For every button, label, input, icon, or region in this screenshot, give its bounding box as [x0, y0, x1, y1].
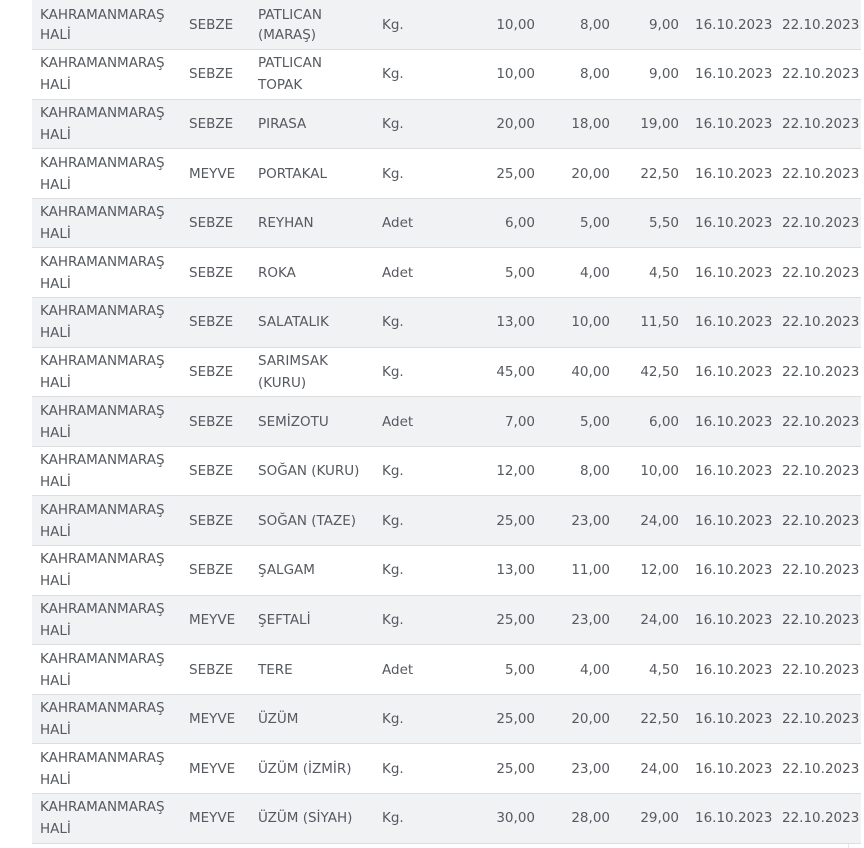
min-price-cell: 4,00 — [543, 645, 618, 695]
product-cell: SARIMSAK (KURU) — [250, 347, 374, 397]
max-price-cell: 25,00 — [452, 496, 543, 546]
market-cell: KAHRAMANMARAŞ HALİ — [32, 397, 181, 447]
product-cell: PORTAKAL — [250, 149, 374, 199]
min-price-cell: 20,00 — [543, 694, 618, 744]
start-date-cell: 16.10.2023 — [687, 694, 774, 744]
avg-price-cell: 11,50 — [618, 298, 687, 348]
product-cell: PATLICAN TOPAK — [250, 50, 374, 100]
price-table-body — [32, 0, 861, 843]
market-cell: KAHRAMANMARAŞ HALİ — [32, 248, 181, 298]
start-date-cell: 16.10.2023 — [687, 546, 774, 596]
product-cell: SOĞAN (KURU) — [250, 446, 374, 496]
avg-price-cell: 22,50 — [618, 149, 687, 199]
start-date-cell: 16.10.2023 — [687, 149, 774, 199]
start-date-cell: 16.10.2023 — [687, 794, 774, 844]
avg-price-cell: 42,50 — [618, 347, 687, 397]
min-price-cell: 18,00 — [543, 99, 618, 149]
table-row — [32, 298, 861, 348]
end-date-cell: 22.10.2023 — [774, 198, 861, 248]
end-date-cell: 22.10.2023 — [774, 347, 861, 397]
min-price-cell: 4,00 — [543, 248, 618, 298]
end-date-cell: 22.10.2023 — [774, 397, 861, 447]
product-cell: ROKA — [250, 248, 374, 298]
avg-price-cell: 19,00 — [618, 99, 687, 149]
max-price-cell: 10,00 — [452, 0, 543, 50]
start-date-cell: 16.10.2023 — [687, 0, 774, 50]
min-price-cell: 23,00 — [543, 496, 618, 546]
min-price-cell: 23,00 — [543, 744, 618, 794]
unit-cell: Kg. — [374, 446, 452, 496]
product-cell: PATLICAN (MARAŞ) — [250, 0, 374, 50]
min-price-cell: 40,00 — [543, 347, 618, 397]
unit-cell: Adet — [374, 645, 452, 695]
min-price-cell: 23,00 — [543, 595, 618, 645]
table-row — [32, 496, 861, 546]
type-cell: SEBZE — [181, 645, 250, 695]
max-price-cell: 13,00 — [452, 546, 543, 596]
unit-cell: Kg. — [374, 595, 452, 645]
start-date-cell: 16.10.2023 — [687, 595, 774, 645]
avg-price-cell: 4,50 — [618, 645, 687, 695]
avg-price-cell: 4,50 — [618, 248, 687, 298]
end-date-cell: 22.10.2023 — [774, 298, 861, 348]
product-cell: SOĞAN (TAZE) — [250, 496, 374, 546]
end-date-cell: 22.10.2023 — [774, 744, 861, 794]
type-cell: SEBZE — [181, 546, 250, 596]
type-cell: MEYVE — [181, 744, 250, 794]
product-cell: REYHAN — [250, 198, 374, 248]
start-date-cell: 16.10.2023 — [687, 248, 774, 298]
max-price-cell: 5,00 — [452, 248, 543, 298]
table-row — [32, 50, 861, 100]
max-price-cell: 13,00 — [452, 298, 543, 348]
type-cell: SEBZE — [181, 99, 250, 149]
unit-cell: Adet — [374, 198, 452, 248]
min-price-cell: 8,00 — [543, 50, 618, 100]
min-price-cell: 5,00 — [543, 397, 618, 447]
market-cell: KAHRAMANMARAŞ HALİ — [32, 645, 181, 695]
avg-price-cell: 9,00 — [618, 0, 687, 50]
table-row — [32, 0, 861, 50]
market-cell: KAHRAMANMARAŞ HALİ — [32, 347, 181, 397]
max-price-cell: 25,00 — [452, 595, 543, 645]
avg-price-cell: 6,00 — [618, 397, 687, 447]
end-date-cell: 22.10.2023 — [774, 546, 861, 596]
min-price-cell: 10,00 — [543, 298, 618, 348]
product-cell: TERE — [250, 645, 374, 695]
table-row — [32, 198, 861, 248]
type-cell: MEYVE — [181, 595, 250, 645]
max-price-cell: 25,00 — [452, 694, 543, 744]
start-date-cell: 16.10.2023 — [687, 347, 774, 397]
market-cell: KAHRAMANMARAŞ HALİ — [32, 794, 181, 844]
min-price-cell: 20,00 — [543, 149, 618, 199]
type-cell: SEBZE — [181, 0, 250, 50]
table-row — [32, 794, 861, 844]
product-cell: SEMİZOTU — [250, 397, 374, 447]
end-date-cell: 22.10.2023 — [774, 0, 861, 50]
max-price-cell: 25,00 — [452, 149, 543, 199]
start-date-cell: 16.10.2023 — [687, 50, 774, 100]
market-cell: KAHRAMANMARAŞ HALİ — [32, 298, 181, 348]
table-row — [32, 248, 861, 298]
market-cell: KAHRAMANMARAŞ HALİ — [32, 446, 181, 496]
type-cell: MEYVE — [181, 694, 250, 744]
start-date-cell: 16.10.2023 — [687, 99, 774, 149]
start-date-cell: 16.10.2023 — [687, 446, 774, 496]
market-cell: KAHRAMANMARAŞ HALİ — [32, 744, 181, 794]
end-date-cell: 22.10.2023 — [774, 149, 861, 199]
max-price-cell: 10,00 — [452, 50, 543, 100]
product-cell: ÜZÜM (İZMİR) — [250, 744, 374, 794]
max-price-cell: 5,00 — [452, 645, 543, 695]
market-cell: KAHRAMANMARAŞ HALİ — [32, 694, 181, 744]
avg-price-cell: 24,00 — [618, 744, 687, 794]
end-date-cell: 22.10.2023 — [774, 50, 861, 100]
type-cell: MEYVE — [181, 794, 250, 844]
type-cell: SEBZE — [181, 446, 250, 496]
table-row — [32, 347, 861, 397]
type-cell: SEBZE — [181, 347, 250, 397]
unit-cell: Kg. — [374, 298, 452, 348]
table-row — [32, 694, 861, 744]
product-cell: PIRASA — [250, 99, 374, 149]
unit-cell: Kg. — [374, 744, 452, 794]
product-cell: ŞALGAM — [250, 546, 374, 596]
table-row — [32, 744, 861, 794]
end-date-cell: 22.10.2023 — [774, 496, 861, 546]
start-date-cell: 16.10.2023 — [687, 198, 774, 248]
avg-price-cell: 12,00 — [618, 546, 687, 596]
unit-cell: Adet — [374, 397, 452, 447]
unit-cell: Kg. — [374, 546, 452, 596]
type-cell: MEYVE — [181, 149, 250, 199]
market-cell: KAHRAMANMARAŞ HALİ — [32, 149, 181, 199]
market-cell: KAHRAMANMARAŞ HALİ — [32, 198, 181, 248]
max-price-cell: 45,00 — [452, 347, 543, 397]
table-row — [32, 595, 861, 645]
end-date-cell: 22.10.2023 — [774, 694, 861, 744]
market-cell: KAHRAMANMARAŞ HALİ — [32, 496, 181, 546]
max-price-cell: 6,00 — [452, 198, 543, 248]
unit-cell: Kg. — [374, 99, 452, 149]
start-date-cell: 16.10.2023 — [687, 496, 774, 546]
table-row — [32, 149, 861, 199]
end-date-cell: 22.10.2023 — [774, 446, 861, 496]
max-price-cell: 25,00 — [452, 744, 543, 794]
min-price-cell: 8,00 — [543, 0, 618, 50]
end-date-cell: 22.10.2023 — [774, 99, 861, 149]
market-cell: KAHRAMANMARAŞ HALİ — [32, 50, 181, 100]
start-date-cell: 16.10.2023 — [687, 744, 774, 794]
avg-price-cell: 9,00 — [618, 50, 687, 100]
start-date-cell: 16.10.2023 — [687, 645, 774, 695]
end-date-cell: 22.10.2023 — [774, 645, 861, 695]
type-cell: SEBZE — [181, 397, 250, 447]
type-cell: SEBZE — [181, 248, 250, 298]
max-price-cell: 7,00 — [452, 397, 543, 447]
unit-cell: Kg. — [374, 496, 452, 546]
unit-cell: Adet — [374, 248, 452, 298]
min-price-cell: 11,00 — [543, 546, 618, 596]
unit-cell: Kg. — [374, 347, 452, 397]
avg-price-cell: 10,00 — [618, 446, 687, 496]
market-cell: KAHRAMANMARAŞ HALİ — [32, 546, 181, 596]
avg-price-cell: 24,00 — [618, 595, 687, 645]
unit-cell: Kg. — [374, 149, 452, 199]
product-cell: ÜZÜM — [250, 694, 374, 744]
max-price-cell: 30,00 — [452, 794, 543, 844]
product-cell: ÜZÜM (SİYAH) — [250, 794, 374, 844]
price-table — [32, 0, 861, 844]
table-row — [32, 99, 861, 149]
start-date-cell: 16.10.2023 — [687, 298, 774, 348]
unit-cell: Kg. — [374, 50, 452, 100]
start-date-cell: 16.10.2023 — [687, 397, 774, 447]
end-date-cell: 22.10.2023 — [774, 595, 861, 645]
avg-price-cell: 22,50 — [618, 694, 687, 744]
min-price-cell: 8,00 — [543, 446, 618, 496]
avg-price-cell: 29,00 — [618, 794, 687, 844]
end-date-cell: 22.10.2023 — [774, 794, 861, 844]
product-cell: ŞEFTALİ — [250, 595, 374, 645]
table-row — [32, 446, 861, 496]
table-row — [32, 397, 861, 447]
avg-price-cell: 5,50 — [618, 198, 687, 248]
market-cell: KAHRAMANMARAŞ HALİ — [32, 0, 181, 50]
unit-cell: Kg. — [374, 694, 452, 744]
product-cell: SALATALIK — [250, 298, 374, 348]
market-cell: KAHRAMANMARAŞ HALİ — [32, 99, 181, 149]
min-price-cell: 5,00 — [543, 198, 618, 248]
max-price-cell: 12,00 — [452, 446, 543, 496]
type-cell: SEBZE — [181, 50, 250, 100]
avg-price-cell: 24,00 — [618, 496, 687, 546]
end-date-cell: 22.10.2023 — [774, 248, 861, 298]
unit-cell: Kg. — [374, 794, 452, 844]
type-cell: SEBZE — [181, 198, 250, 248]
table-row — [32, 645, 861, 695]
type-cell: SEBZE — [181, 496, 250, 546]
unit-cell: Kg. — [374, 0, 452, 50]
market-cell: KAHRAMANMARAŞ HALİ — [32, 595, 181, 645]
min-price-cell: 28,00 — [543, 794, 618, 844]
table-row — [32, 546, 861, 596]
type-cell: SEBZE — [181, 298, 250, 348]
max-price-cell: 20,00 — [452, 99, 543, 149]
